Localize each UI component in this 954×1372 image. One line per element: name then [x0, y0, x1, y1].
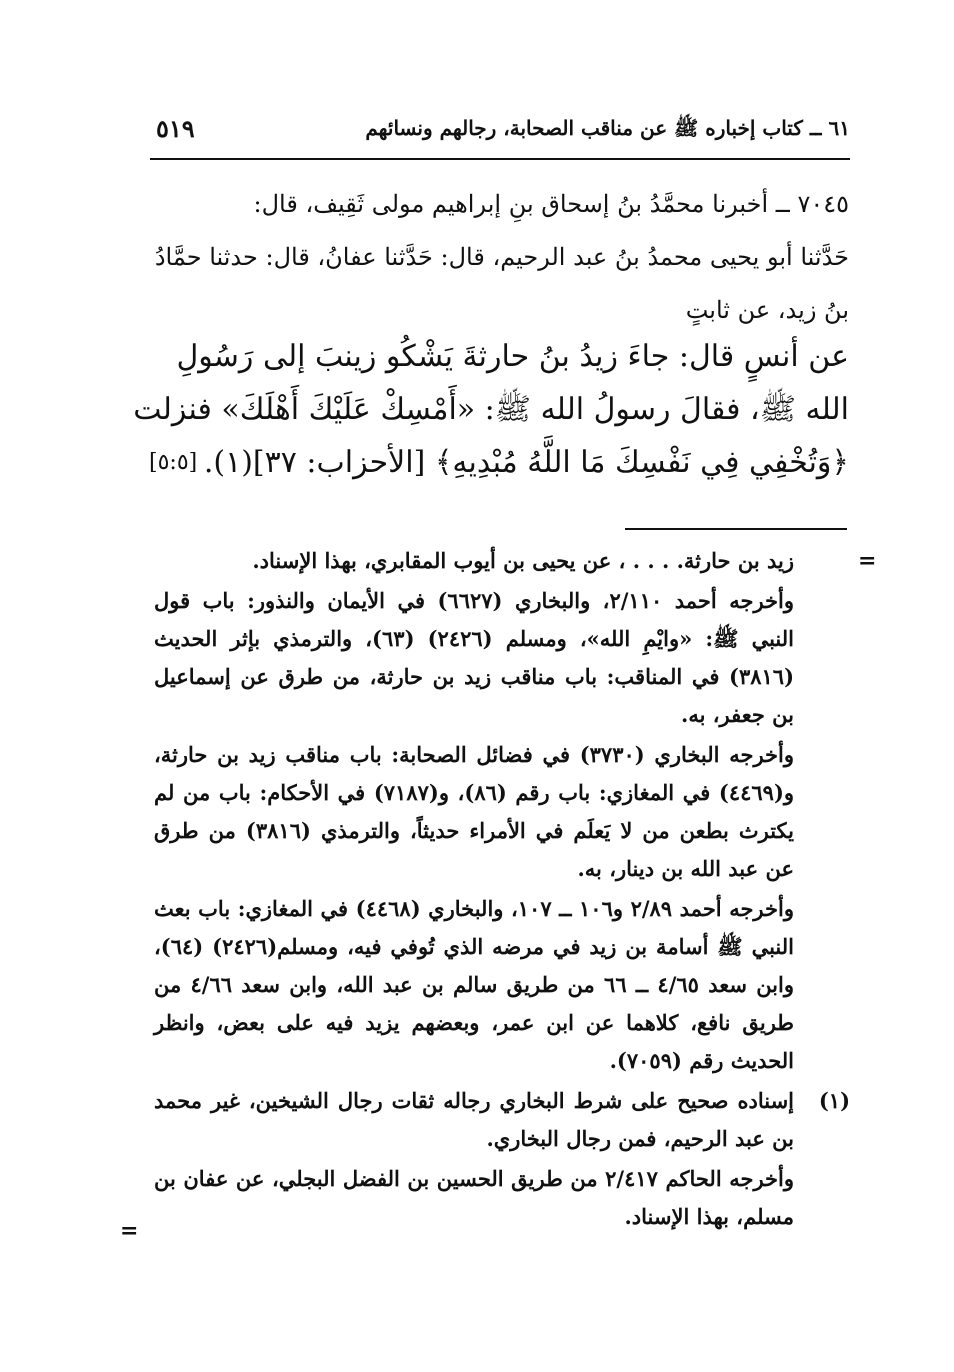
page-number: ٥١٩	[156, 114, 195, 143]
footnote-separator	[625, 528, 847, 530]
footnote-1-para-1: إسناده صحيح على شرط البخاري رجاله ثقات رجال الشيخين، غير محمد بن عبد الرحيم، فمن رجال البخاري.	[154, 1088, 794, 1151]
header-rule	[150, 158, 850, 160]
page-header	[150, 112, 850, 160]
footnote-continued-1: زيد بن حارثة. . . . ، عن يحيى بن أيوب المقابري، بهذا الإسناد.	[252, 548, 794, 573]
footnote-1-number: (١)	[818, 1088, 850, 1113]
isnad-line-1: ٧٠٤٥ ــ أخبرنا محمَّدُ بنُ إسحاق بنِ إبراهيم مولى ثَقِيف، قال:	[253, 190, 849, 218]
matn-line-3	[149, 436, 849, 489]
hadith-reference-tag: [٥:٥]	[149, 450, 198, 475]
matn-line-3-text: ﴿وَتُخْفِي فِي نَفْسِكَ مَا اللَّهُ مُبْدِيهِ﴾ [الأحزاب: ٣٧](١).	[203, 445, 849, 480]
continuation-mark-top: =	[858, 548, 877, 574]
footnote-continued-3: وأخرجه البخاري (٣٧٣٠) في فضائل الصحابة: باب مناقب زيد بن حارثة، و(٤٤٦٩) في المغازي: باب رقم (٨٦)، و(٧١٨٧) في الأحكام: باب من لم يكترث بطعن من لا يَعلَم في الأمراء حديثاً، والترمذي (٣٨١٦) من طرق عن عبد الله بن دينار، به.	[154, 742, 795, 881]
hadith-isnad	[149, 178, 849, 337]
footnote-1-para-2: وأخرجه الحاكم ٢/٤١٧ من طريق الحسين بن الفضل البجلي، عن عفان بن مسلم، بهذا الإسناد.	[154, 1166, 794, 1229]
isnad-line-2: حَدَّثنا أبو يحيى محمدُ بنُ عبد الرحيم، قال: حَدَّثنا عفانُ، قال: حدثنا حمَّادُ	[154, 243, 849, 271]
hadith-matn	[133, 330, 849, 489]
footnotes	[154, 542, 850, 1238]
footnote-1	[154, 1082, 850, 1236]
footnote-continued-4: وأخرجه أحمد ٢/٨٩ و١٠٦ ــ ١٠٧، والبخاري (٤٤٦٨) في المغازي: باب بعث النبي ﷺ أسامة بن زيد في مرضه الذي تُوفي فيه، ومسلم(٢٤٢٦) (٦٤)، وابن سعد ٤/٦٥ ــ ٦٦ من طريق سالم بن عبد الله، وابن سعد ٤/٦٦ من طريق نافع، كلاهما عن ابن عمر، وبعضهم يزيد فيه على بعض، وانظر الحديث رقم (٧٠٥٩).	[154, 896, 794, 1073]
continuation-mark-bottom: =	[120, 1218, 139, 1244]
footnote-continued-2: وأخرجه أحمد ٢/١١٠، والبخاري (٦٦٢٧) في الأيمان والنذور: باب قول النبي ﷺ: «وايْمِ الله»، ومسلم (٢٤٢٦) (٦٣)، والترمذي بإثر الحديث (٣٨١٦) في المناقب: باب مناقب زيد بن حارثة، من طرق عن إسماعيل بن جعفر، به.	[154, 588, 794, 727]
running-title: ٦١ ــ كتاب إخباره ﷺ عن مناقب الصحابة، رجالهم ونسائهم	[365, 116, 850, 140]
matn-line-1: عن أنسٍ قال: جاءَ زيدُ بنُ حارثةَ يَشْكُو زينبَ إلى رَسُولِ	[176, 339, 849, 374]
isnad-line-3: بنُ زيد، عن ثابتٍ	[685, 296, 849, 324]
matn-line-2: الله ﷺ، فقالَ رسولُ الله ﷺ: «أَمْسِكْ عَلَيْكَ أَهْلَكَ» فنزلت	[133, 392, 849, 427]
